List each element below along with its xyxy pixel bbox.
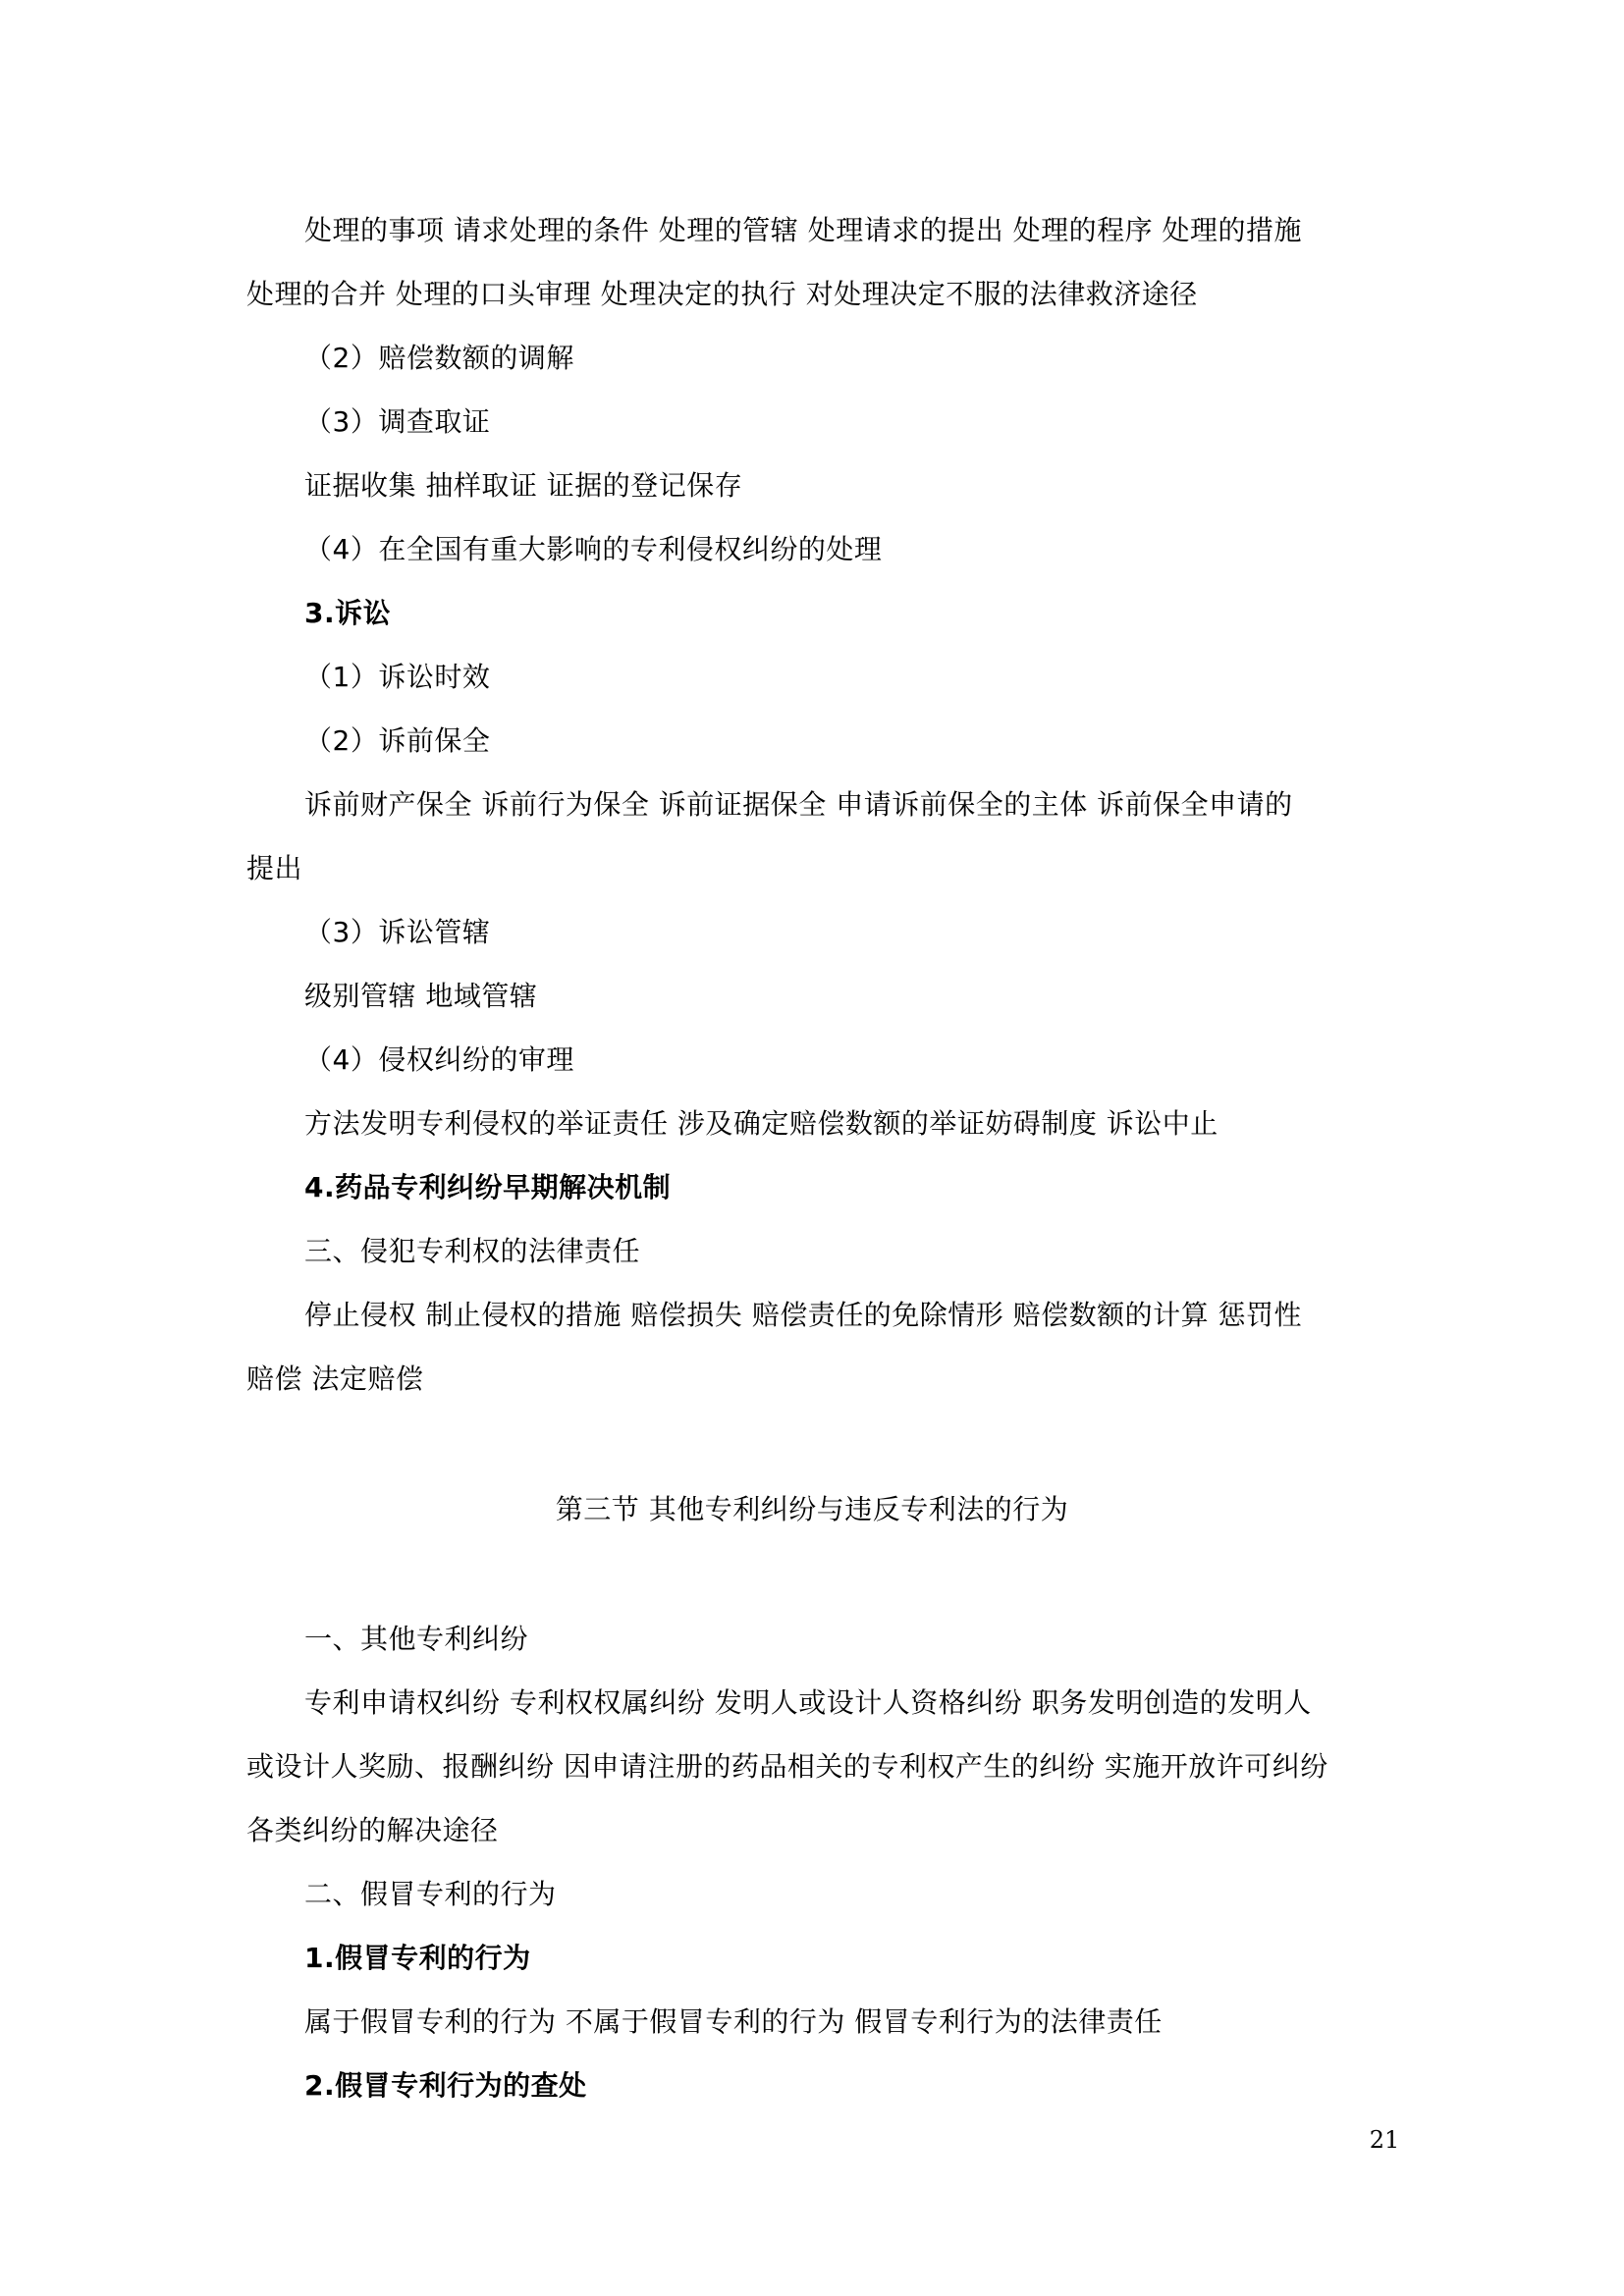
subheading-counterfeit-investigation: 2.假冒专利行为的查处 xyxy=(304,2069,587,2102)
subheading-other-disputes: 一、其他专利纠纷 xyxy=(304,1623,529,1655)
text-line-preservation-1: 诉前财产保全 诉前行为保全 诉前证据保全 申请诉前保全的主体 诉前保全申请的 xyxy=(304,788,1293,821)
text-line-counterfeit: 属于假冒专利的行为 不属于假冒专利的行为 假冒专利行为的法律责任 xyxy=(304,2005,1163,2038)
subheading-compensation-mediation: （2）赔偿数额的调解 xyxy=(304,342,574,374)
subheading-national-impact: （4）在全国有重大影响的专利侵权纠纷的处理 xyxy=(304,533,883,565)
text-line-liability-2: 赔偿 法定赔偿 xyxy=(246,1362,424,1395)
subheading-limitation: （1）诉讼时效 xyxy=(304,661,491,693)
text-line-liability-1: 停止侵权 制止侵权的措施 赔偿损失 赔偿责任的免除情形 赔偿数额的计算 惩罚性 xyxy=(304,1299,1303,1331)
text-line-jurisdiction: 级别管辖 地域管辖 xyxy=(304,980,538,1012)
text-line-disputes-1: 专利申请权纠纷 专利权权属纠纷 发明人或设计人资格纠纷 职务发明创造的发明人 xyxy=(304,1686,1312,1719)
subheading-trial: （4）侵权纠纷的审理 xyxy=(304,1043,574,1076)
text-line-2: 处理的合并 处理的口头审理 处理决定的执行 对处理决定不服的法律救济途径 xyxy=(246,278,1198,310)
text-line-disputes-3: 各类纠纷的解决途径 xyxy=(246,1814,499,1846)
text-line-disputes-2: 或设计人奖励、报酬纠纷 因申请注册的药品相关的专利权产生的纠纷 实施开放许可纠纷 xyxy=(246,1750,1328,1783)
text-line-preservation-2: 提出 xyxy=(246,852,303,884)
text-line-1: 处理的事项 请求处理的条件 处理的管辖 处理请求的提出 处理的程序 处理的措施 xyxy=(304,214,1303,246)
subheading-drug-patent: 4.药品专利纠纷早期解决机制 xyxy=(304,1171,672,1203)
page-number: 21 xyxy=(1369,2126,1400,2154)
subheading-legal-liability: 三、侵犯专利权的法律责任 xyxy=(304,1235,641,1267)
subheading-jurisdiction: （3）诉讼管辖 xyxy=(304,916,491,948)
subheading-preservation: （2）诉前保全 xyxy=(304,724,491,757)
subheading-litigation: 3.诉讼 xyxy=(304,597,392,629)
text-line-trial: 方法发明专利侵权的举证责任 涉及确定赔偿数额的举证妨碍制度 诉讼中止 xyxy=(304,1107,1218,1140)
subheading-counterfeit: 二、假冒专利的行为 xyxy=(304,1878,557,1910)
subheading-investigation: （3）调查取证 xyxy=(304,405,491,438)
section-heading: 第三节 其他专利纠纷与违反专利法的行为 xyxy=(555,1493,1069,1525)
subheading-counterfeit-acts: 1.假冒专利的行为 xyxy=(304,1942,531,1974)
text-line-evidence: 证据收集 抽样取证 证据的登记保存 xyxy=(304,469,743,502)
